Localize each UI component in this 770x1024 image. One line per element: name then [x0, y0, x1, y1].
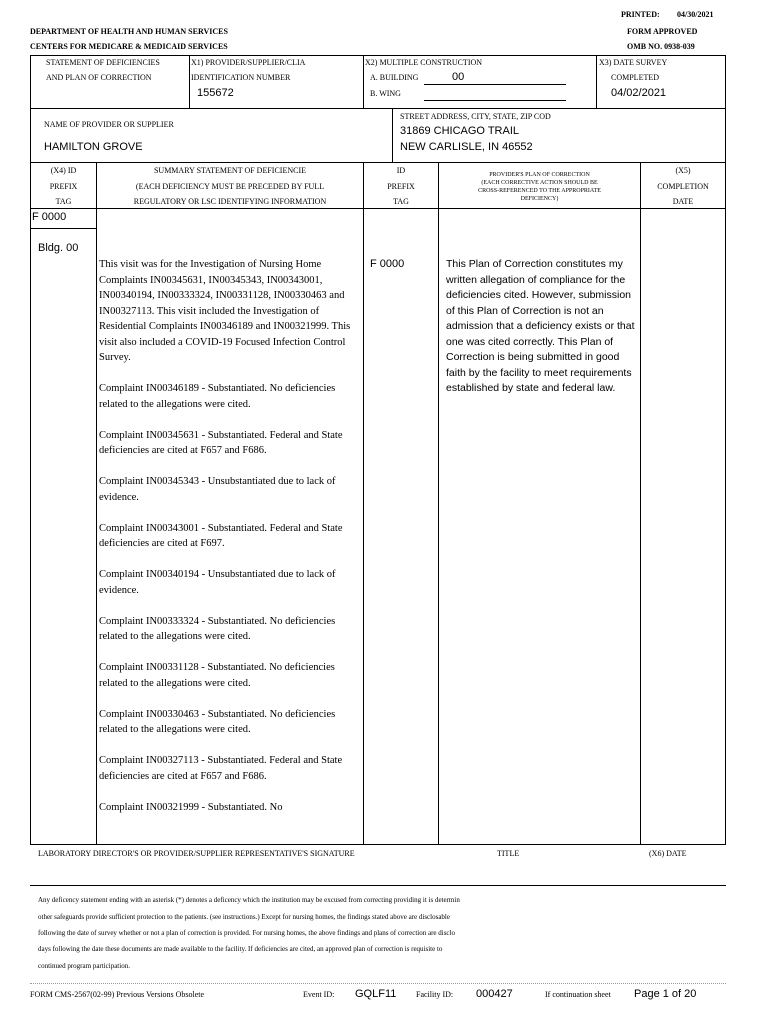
left-outer-border [30, 55, 31, 163]
continuation-label: If continuation sheet [545, 990, 611, 999]
col-divider-3 [438, 162, 439, 845]
wing-underline [424, 100, 566, 101]
prefix-tag-left: F 0000 [32, 211, 67, 223]
building-value: 00 [452, 71, 465, 83]
summary-header-3: REGULATORY OR LSC IDENTIFYING INFORMATION [133, 197, 327, 206]
statement-label-2: AND PLAN OF CORRECTION [46, 73, 152, 82]
address-line-1: 31869 CHICAGO TRAIL [400, 125, 520, 137]
form-approved: FORM APPROVED [627, 27, 698, 36]
summary-paragraph: Complaint IN00346189 - Substantiated. No deficiencies related to the allegations were cited. [99, 383, 336, 410]
table-left-border [30, 162, 31, 845]
box1-divider-2 [363, 55, 364, 108]
summary-paragraph: Complaint IN00340194 - Unsubstantiated due to lack of evidence. [99, 569, 336, 596]
form-number: FORM CMS-2567(02-99) Previous Versions Obsolete [30, 990, 205, 999]
box2-divider [392, 108, 393, 163]
col-divider-4 [640, 162, 641, 845]
provider-name-label: NAME OF PROVIDER OR SUPPLIER [44, 120, 174, 129]
printed-date: 04/30/2021 [677, 10, 714, 19]
box1-bottom-border [30, 108, 726, 109]
x4-header-2: PREFIX [49, 182, 78, 191]
event-id-value: GQLF11 [355, 988, 397, 1000]
right-outer-border [725, 55, 726, 163]
disclaimer-line: other safeguards provide sufficient protection to the patients. (see instructions.) Except for nursing homes, the findings stated above are disclosable [38, 913, 450, 921]
id-header-3: TAG [393, 197, 409, 206]
plan-of-correction-text: This Plan of Correction constitutes my written allegation of compliance for the deficiencies cited. However, submission of this Plan of Correction is not an admission that a deficiency exists or that one was cited correctly. This Plan of Correction is being submitted in good faith by the facility to meet requirements established by state and federal law. [446, 258, 635, 394]
statement-label-1: STATEMENT OF DEFICIENCIES [46, 58, 160, 67]
x1-label-1: X1) PROVIDER/SUPPLIER/CLIA [191, 58, 306, 67]
address-line-2: NEW CARLISLE, IN 46552 [400, 141, 533, 153]
facility-id-value: 000427 [476, 988, 513, 1000]
signature-label: LABORATORY DIRECTOR'S OR PROVIDER/SUPPLIER REPRESENTATIVE'S SIGNATURE [38, 849, 355, 858]
poc-header-1: PROVIDER'S PLAN OF CORRECTION [489, 172, 590, 178]
poc-header-3: CROSS-REFERENCED TO THE APPROPRIATE [478, 188, 601, 194]
completed-label: COMPLETED [611, 73, 659, 82]
wing-label: B. WING [370, 89, 401, 98]
column-header-bottom [30, 208, 726, 209]
table-bottom-border [30, 844, 726, 845]
box1-top-border [30, 55, 726, 56]
survey-date-value: 04/02/2021 [611, 87, 667, 99]
date-label: (X6) DATE [649, 849, 687, 858]
disclaimer-line: following the date of survey whether or not a plan of correction is provided. For nursing homes, the above findings and plans of correction are disclo [38, 929, 455, 937]
building-label: A. BUILDING [370, 73, 419, 82]
box2-bottom-border [30, 162, 726, 163]
footer-divider [30, 983, 726, 984]
building-tag: Bldg. 00 [38, 242, 79, 254]
x2-label: X2) MULTIPLE CONSTRUCTION [365, 58, 483, 67]
poc-header-2: (EACH CORRECTIVE ACTION SHOULD BE [481, 180, 598, 186]
provider-name-value: HAMILTON GROVE [44, 141, 143, 153]
x1-label-2: IDENTIFICATION NUMBER [191, 73, 291, 82]
signature-bottom-border [30, 885, 726, 886]
x4-header-1: (X4) ID [50, 166, 77, 175]
omb-number: OMB NO. 0938-039 [627, 42, 695, 51]
address-label: STREET ADDRESS, CITY, STATE, ZIP COD [400, 112, 551, 121]
summary-paragraph: Complaint IN00330463 - Substantiated. No deficiencies related to the allegations were cited. [99, 708, 336, 735]
disclaimer-line: continued program participation. [38, 962, 130, 970]
building-underline [424, 84, 566, 85]
x5-header-3: DATE [672, 197, 694, 206]
summary-paragraph: Complaint IN00343001 - Substantiated. Federal and State deficiencies are cited at F697. [99, 522, 343, 549]
summary-paragraph: Complaint IN00327113 - Substantiated. Federal and State deficiencies are cited at F657 and F686. [99, 755, 343, 782]
table-right-border [725, 162, 726, 845]
summary-paragraph: Complaint IN00331128 - Substantiated. No deficiencies related to the allegations were cited. [99, 662, 335, 689]
printed-label: PRINTED: [621, 10, 660, 19]
summary-paragraph: Complaint IN00333324 - Substantiated. No deficiencies related to the allegations were cited. [99, 615, 336, 642]
box1-divider-1 [189, 55, 190, 108]
prefix-tag-underline [30, 228, 97, 229]
box1-divider-3 [596, 55, 597, 108]
x5-header-2: COMPLETION [657, 182, 709, 191]
facility-id-label: Facility ID: [416, 990, 454, 999]
id-header-2: PREFIX [387, 182, 415, 191]
department-title: DEPARTMENT OF HEALTH AND HUMAN SERVICES [30, 27, 228, 36]
summary-header-2: (EACH DEFICIENCY MUST BE PRECEDED BY FULL [135, 182, 325, 191]
summary-paragraph: Complaint IN00321999 - Substantiated. No [99, 801, 283, 813]
col-divider-2 [363, 162, 364, 845]
summary-header-1: SUMMARY STATEMENT OF DEFICIENCIE [153, 166, 307, 175]
col-divider-1 [96, 162, 97, 845]
page-number: Page 1 of 20 [634, 988, 697, 1000]
event-id-label: Event ID: [303, 990, 335, 999]
id-header-1: ID [396, 166, 406, 175]
summary-paragraph: Complaint IN00345631 - Substantiated. Federal and State deficiencies are cited at F657 and F686. [99, 429, 343, 456]
poc-header-4: DEFICIENCY) [520, 196, 559, 202]
summary-paragraph: Complaint IN00345343 - Unsubstantiated due to lack of evidence. [99, 476, 336, 503]
disclaimer-line: Any deficency statement ending with an asterisk (*) denotes a deficency which the institution may be excused from correcting providing it is determin [38, 896, 460, 904]
x3-label: X3) DATE SURVEY [599, 58, 668, 67]
centers-title: CENTERS FOR MEDICARE & MEDICAID SERVICES [30, 42, 228, 51]
disclaimer-line: days following the date these documents are made available to the facility. If deficiencies are cited, an approved plan of correction is requisite to [38, 945, 443, 953]
x4-header-3: TAG [55, 197, 72, 206]
summary-paragraph: This visit was for the Investigation of Nursing Home Complaints IN00345631, IN00345343, IN00343001, IN00340194, IN00333324, IN00331128, IN00330463 and IN00327113. This visit included the Investigation of Residential Complaints IN00346189 and IN00321999. This visit also included a COVID-19 Focused Infection Control Survey. [99, 259, 351, 363]
summary-statement [99, 257, 359, 831]
x5-header-1: (X5) [675, 166, 691, 175]
prefix-tag-right: F 0000 [370, 258, 405, 270]
provider-id-value: 155672 [197, 87, 234, 99]
title-label: TITLE [497, 849, 520, 858]
